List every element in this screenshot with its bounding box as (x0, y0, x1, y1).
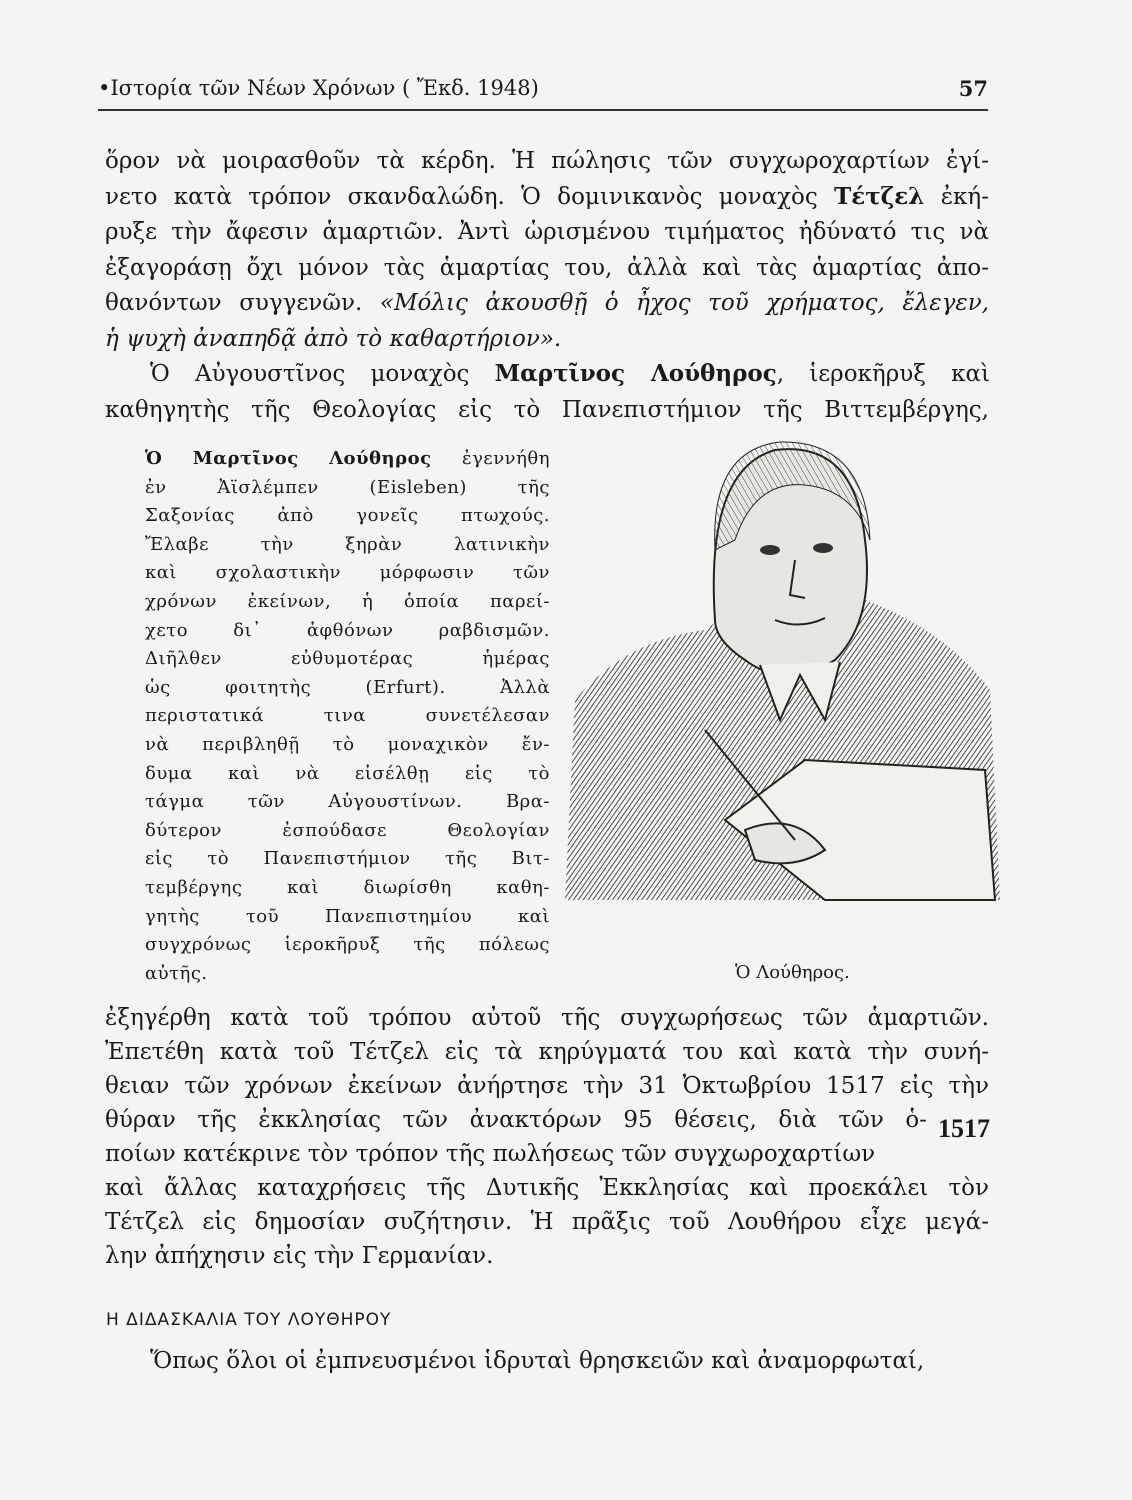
text-line: ἐξηγέρθη κατὰ τοῦ τρόπου αὐτοῦ τῆς συγχωρήσεως τῶν ἁμαρτιῶν. (105, 1005, 989, 1031)
text-run: ἐν Ἀϊσλέμπεν (Eisleben) τῆς (145, 476, 550, 498)
text-run: αὐτῆς. (145, 962, 208, 984)
text-line: ποίων κατέκρινε τὸν τρόπον τῆς πωλήσεως τῶν συγχωροχαρτίων (105, 1141, 876, 1167)
header-title: •Ιστορία τῶν Νέων Χρόνων ( Ἔκδ. 1948) (98, 76, 539, 100)
sidebar-line (145, 789, 550, 815)
text-run: χετο δι᾽ ἀφθόνων ραβδισμῶν. (145, 619, 550, 641)
text-line: θύραν τῆς ἐκκλησίας τῶν ἀνακτόρων 95 θέσεις, διὰ τῶν ὁ- (105, 1107, 927, 1133)
sidebar-line (145, 761, 550, 787)
sidebar-line (145, 560, 550, 586)
text-run: τεμβέργης καὶ διωρίσθη καθη- (145, 877, 550, 898)
text-run: γητὴς τοῦ Πανεπιστημίου καὶ (145, 905, 550, 927)
text-line: καὶ ἄλλας καταχρήσεις τῆς Δυτικῆς Ἐκκλησίας καὶ προεκάλει τὸν (105, 1175, 989, 1201)
bold-name: Τέτζελ (834, 182, 925, 210)
header-rule (98, 109, 988, 111)
margin-note-year: 1517 (938, 1114, 990, 1143)
text-run: συγχρόνως ἱεροκῆρυξ τῆς πόλεως (145, 934, 550, 956)
sidebar-line (145, 532, 550, 558)
text-run: ὅρον νὰ μοιρασθοῦν τὰ κέρδη. Ἡ πώλησις τῶν συγχωροχαρτίων ἐγί- (105, 148, 989, 174)
sidebar-line (145, 475, 550, 501)
text-run: δύτερον ἐσπούδασε Θεολογίαν (145, 819, 550, 841)
text-run: Σαξονίας ἀπὸ γονεῖς πτωχούς. (145, 505, 550, 527)
text-run: νετο κατὰ τρόπον σκανδαλώδη. Ὁ δομινικανὸς μοναχὸς (105, 183, 835, 210)
text-run: Ὁ Αὐγουστῖνος μοναχὸς (150, 361, 495, 387)
text-run: καθηγητὴς τῆς Θεολογίας εἰς τὸ Πανεπιστήμιον τῆς Βιττεμβέργης, (105, 396, 989, 423)
sidebar-line (145, 703, 550, 729)
sidebar-line (145, 589, 550, 615)
last-line: Ὅπως ὅλοι οἱ ἐμπνευσμένοι ἱδρυταὶ θρησκειῶν καὶ ἀναμορφωταί, (150, 1348, 925, 1374)
luther-portrait-engraving (565, 430, 1000, 960)
section-heading: Η ΔΙΔΑΣΚΑΛΙΑ ΤΟΥ ΛΟΥΘΗΡΟΥ (106, 1310, 392, 1330)
sidebar-line (145, 961, 550, 987)
text-line (105, 324, 989, 354)
sidebar-line (145, 646, 550, 672)
sidebar-line (145, 446, 550, 472)
bold-name: Ὁ Μαρτῖνος Λούθηρος (145, 448, 462, 469)
sidebar-line (145, 932, 550, 958)
text-line (150, 359, 990, 389)
text-line (105, 217, 989, 247)
text-run: θανόντων συγγενῶν. (105, 290, 380, 316)
text-run: ἐξαγοράσῃ ὄχι μόνον τὰς ἁμαρτίας του, ἀλλὰ καὶ τὰς ἁμαρτίας ἀπο- (105, 254, 989, 281)
sidebar-line (145, 904, 550, 930)
sidebar-line (145, 618, 550, 644)
text-run: εἰς τὸ Πανεπιστήμιον τῆς Βιτ- (145, 848, 550, 870)
text-run: , ἱεροκῆρυξ καὶ (776, 361, 990, 387)
portrait-caption: Ὁ Λούθηρος. (735, 962, 850, 983)
sidebar-line (145, 675, 550, 701)
text-run: περιστατικά τινα συνετέλεσαν (145, 705, 550, 727)
text-run: καὶ σχολαστικὴν μόρφωσιν τῶν (145, 562, 550, 584)
sidebar-line (145, 818, 550, 844)
text-run: ρυξε τὴν ἄφεσιν ἁμαρτιῶν. Ἀντὶ ὡρισμένου τιμήματος ἠδύνατό τις νὰ (105, 219, 989, 245)
text-run: ὡς φοιτητὴς (Erfurt). Ἀλλὰ (145, 676, 550, 698)
text-run: Διῆλθεν εὐθυμοτέρας ἡμέρας (145, 648, 550, 670)
text-line (105, 146, 989, 176)
text-line (105, 253, 989, 283)
text-line: λην ἀπήχησιν εἰς τὴν Γερμανίαν. (105, 1243, 494, 1269)
sidebar-line (145, 875, 550, 901)
text-run: Ἔλαβε τὴν ξηρὰν λατινικὴν (145, 533, 550, 555)
running-header (98, 76, 988, 106)
text-run: νὰ περιβληθῇ τὸ μοναχικὸν ἔν- (145, 734, 550, 755)
text-run: δυμα καὶ νὰ εἰσέλθῃ εἰς τὸ (145, 762, 550, 784)
text-line (105, 395, 989, 425)
text-line (105, 288, 989, 318)
text-run: «Μόλις ἀκουσθῇ ὁ ἦχος τοῦ χρήματος, ἔλεγεν, (379, 290, 989, 316)
text-line: θειαν τῶν χρόνων ἐκείνων ἀνήρτησε τὴν 31 Ὀκτωβρίου 1517 εἰς τὴν (105, 1073, 989, 1099)
text-run: τάγμα τῶν Αὐγουστίνων. Βρα- (145, 791, 550, 813)
text-run: χρόνων ἐκείνων, ἡ ὁποία παρεί- (145, 591, 550, 612)
text-run: ἡ ψυχὴ ἀναπηδᾷ ἀπὸ τὸ καθαρτήριον». (105, 325, 562, 352)
text-line: Ἐπετέθη κατὰ τοῦ Τέτζελ εἰς τὰ κηρύγματά του καὶ κατὰ τὴν συνή- (105, 1039, 989, 1065)
text-run: ἐκή- (924, 183, 989, 210)
text-line: Τέτζελ εἰς δημοσίαν συζήτησιν. Ἡ πρᾶξις τοῦ Λουθήρου εἶχε μεγά- (105, 1209, 989, 1235)
sidebar-line (145, 846, 550, 872)
sidebar-line (145, 732, 550, 758)
text-line (105, 182, 989, 212)
sidebar-line (145, 503, 550, 529)
text-run: ἐγεννήθη (461, 448, 550, 469)
page-number: 57 (958, 76, 988, 101)
bold-name: Μαρτῖνος Λούθηρος (494, 360, 777, 387)
